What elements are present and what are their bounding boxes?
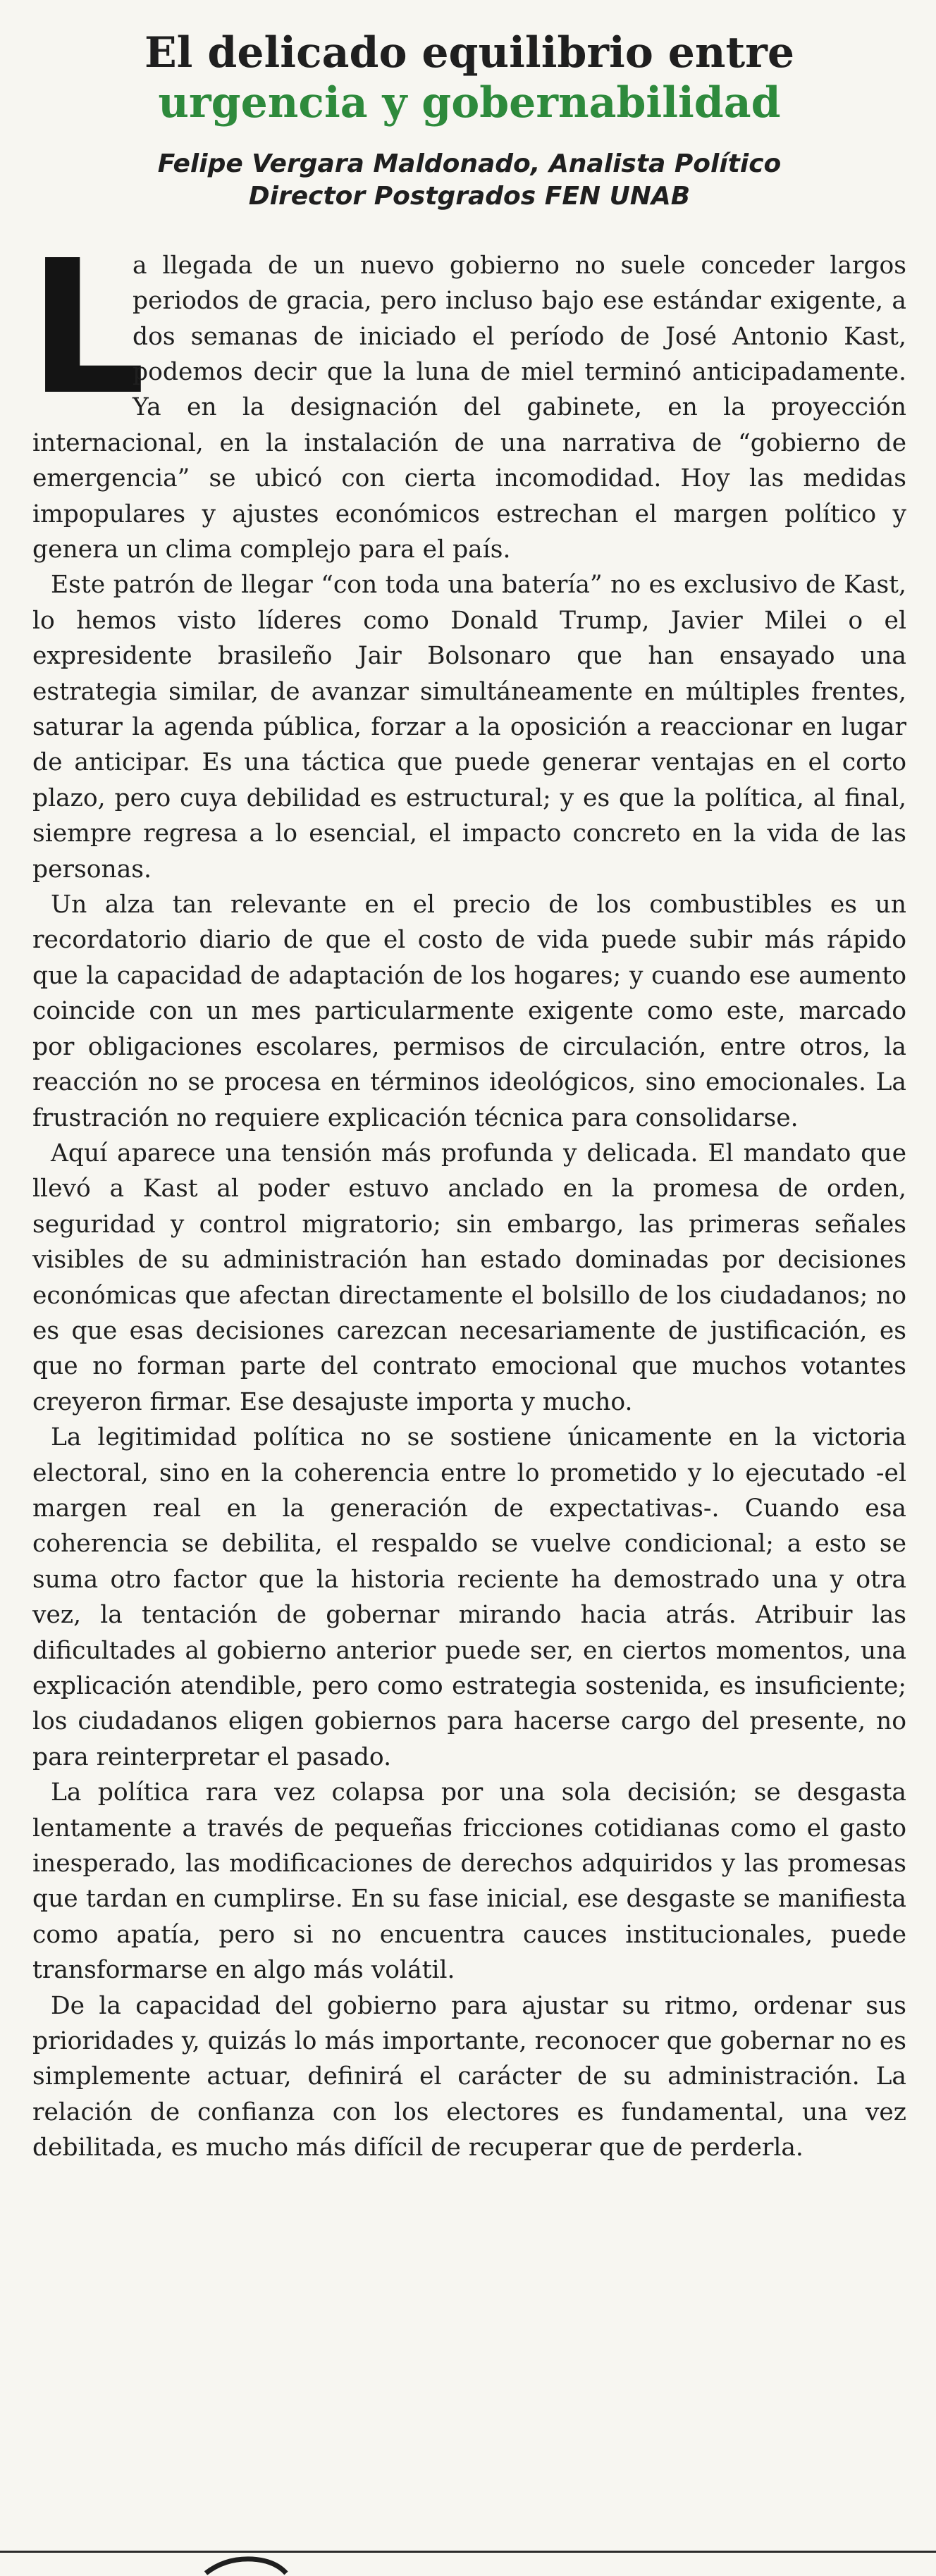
paragraph-6: La política rara vez colapsa por una sola decisión; se desgasta lentamente a través de pequeñas fricciones cotidianas como el gasto inesperado, las modificaciones de derechos adquiridos y las promesas que tardan en cumplirse. En su fase inicial, ese desgaste se manifiesta como apatía, pero si no encuentra cauces institucionales, puede transformarse en algo más volátil. — [32, 1778, 906, 1985]
byline-author: Felipe Vergara Maldonado, Analista Político — [157, 149, 782, 178]
paragraph-3: Un alza tan relevante en el precio de los combustibles es un recordatorio diario de que el costo de vida puede subir más rápido que la capacidad de adaptación de los hogares; y cuando ese aumento coincide con un mes particularmente exigente como este, marcado por obligaciones escolares, permisos de circulación, entre otros, la reacción no se procesa en términos ideológicos, sino emocionales. La frustración no requiere explicación técnica para consolidarse. — [32, 891, 906, 1132]
paragraph-7: De la capacidad del gobierno para ajustar su ritmo, ordenar sus prioridades y, quizás lo más importante, reconocer que gobernar no es simplemente actuar, definirá el carácter de su administración. La relación de confianza con los electores es fundamental, una vez debilitada, es mucho más difícil de recuperar que de perderla. — [32, 1991, 906, 2162]
paragraph-4: Aquí aparece una tensión más profunda y delicada. El mandato que llevó a Kast al poder estuvo anclado en la promesa de orden, seguridad y control migratorio; sin embargo, las primeras señales visibles de su administración han estado dominadas por decisiones económicas que afectan directamente el bolsillo de los ciudadanos; no es que esas decisiones carezcan necesariamente de justificación, es que no forman parte del contrato emocional que muchos votantes creyeron firmar. Ese desajuste importa y mucho. — [32, 1139, 906, 1416]
paragraph-5: La legitimidad política no se sostiene únicamente en la victoria electoral, sino en la coherencia entre lo prometido y lo ejecutado -el margen real en la generación de expectativas-. Cuando esa coherencia se debilita, el respaldo se vuelve condicional; a esto se suma otro factor que la historia reciente ha demostrado una y otra vez, la tentación de gobernar mirando hacia atrás. Atribuir las dificultades al gobierno anterior puede ser, en ciertos momentos, una explicación atendible, pero como estrategia sostenida, es insuficiente; los ciudadanos eligen gobiernos para hacerse cargo del presente, no para reinterpretar el pasado. — [32, 1423, 906, 1771]
drop-cap-text: L — [28, 220, 146, 435]
next-article-fragment — [197, 2556, 310, 2573]
byline-role: Director Postgrados FEN UNAB — [248, 181, 691, 211]
cut-off-glyphs — [197, 2556, 310, 2573]
article-title — [32, 0, 906, 128]
drop-cap-glyph — [28, 220, 146, 435]
drop-cap-letter — [28, 220, 146, 435]
byline — [32, 148, 906, 213]
paragraph-1-text: a llegada de un nuevo gobierno no suele conceder largos periodos de gracia, pero incluso bajo ese estándar exigente, a dos semanas de iniciado el período de José Antonio Kast, podemos decir que la luna de miel terminó anticipadamente. Ya en la designación del gabinete, en la proyección internacional, en la instalación de una narrativa de “gobierno de emergencia” se ubicó con cierta incomodidad. Hoy las medidas impopulares y ajustes económicos estrechan el margen político y genera un clima complejo para el país. — [32, 251, 906, 564]
bottom-divider — [0, 2551, 936, 2553]
opinion-article — [28, 0, 906, 2166]
article-body — [28, 220, 906, 2166]
title-line-2: urgencia y gobernabilidad — [158, 78, 781, 128]
title-line-1: El delicado equilibrio entre — [144, 28, 795, 78]
paragraph-1 — [28, 220, 906, 568]
paragraph-2: Este patrón de llegar “con toda una batería” no es exclusivo de Kast, lo hemos visto líderes como Donald Trump, Javier Milei o el expresidente brasileño Jair Bolsonaro que han ensayado una estrategia similar, de avanzar simultáneamente en múltiples frentes, saturar la agenda pública, forzar a la oposición a reaccionar en lugar de anticipar. Es una táctica que puede generar ventajas en el corto plazo, pero cuya debilidad es estructural; y es que la política, al final, siempre regresa a lo esencial, el impacto concreto en la vida de las personas. — [32, 571, 906, 884]
